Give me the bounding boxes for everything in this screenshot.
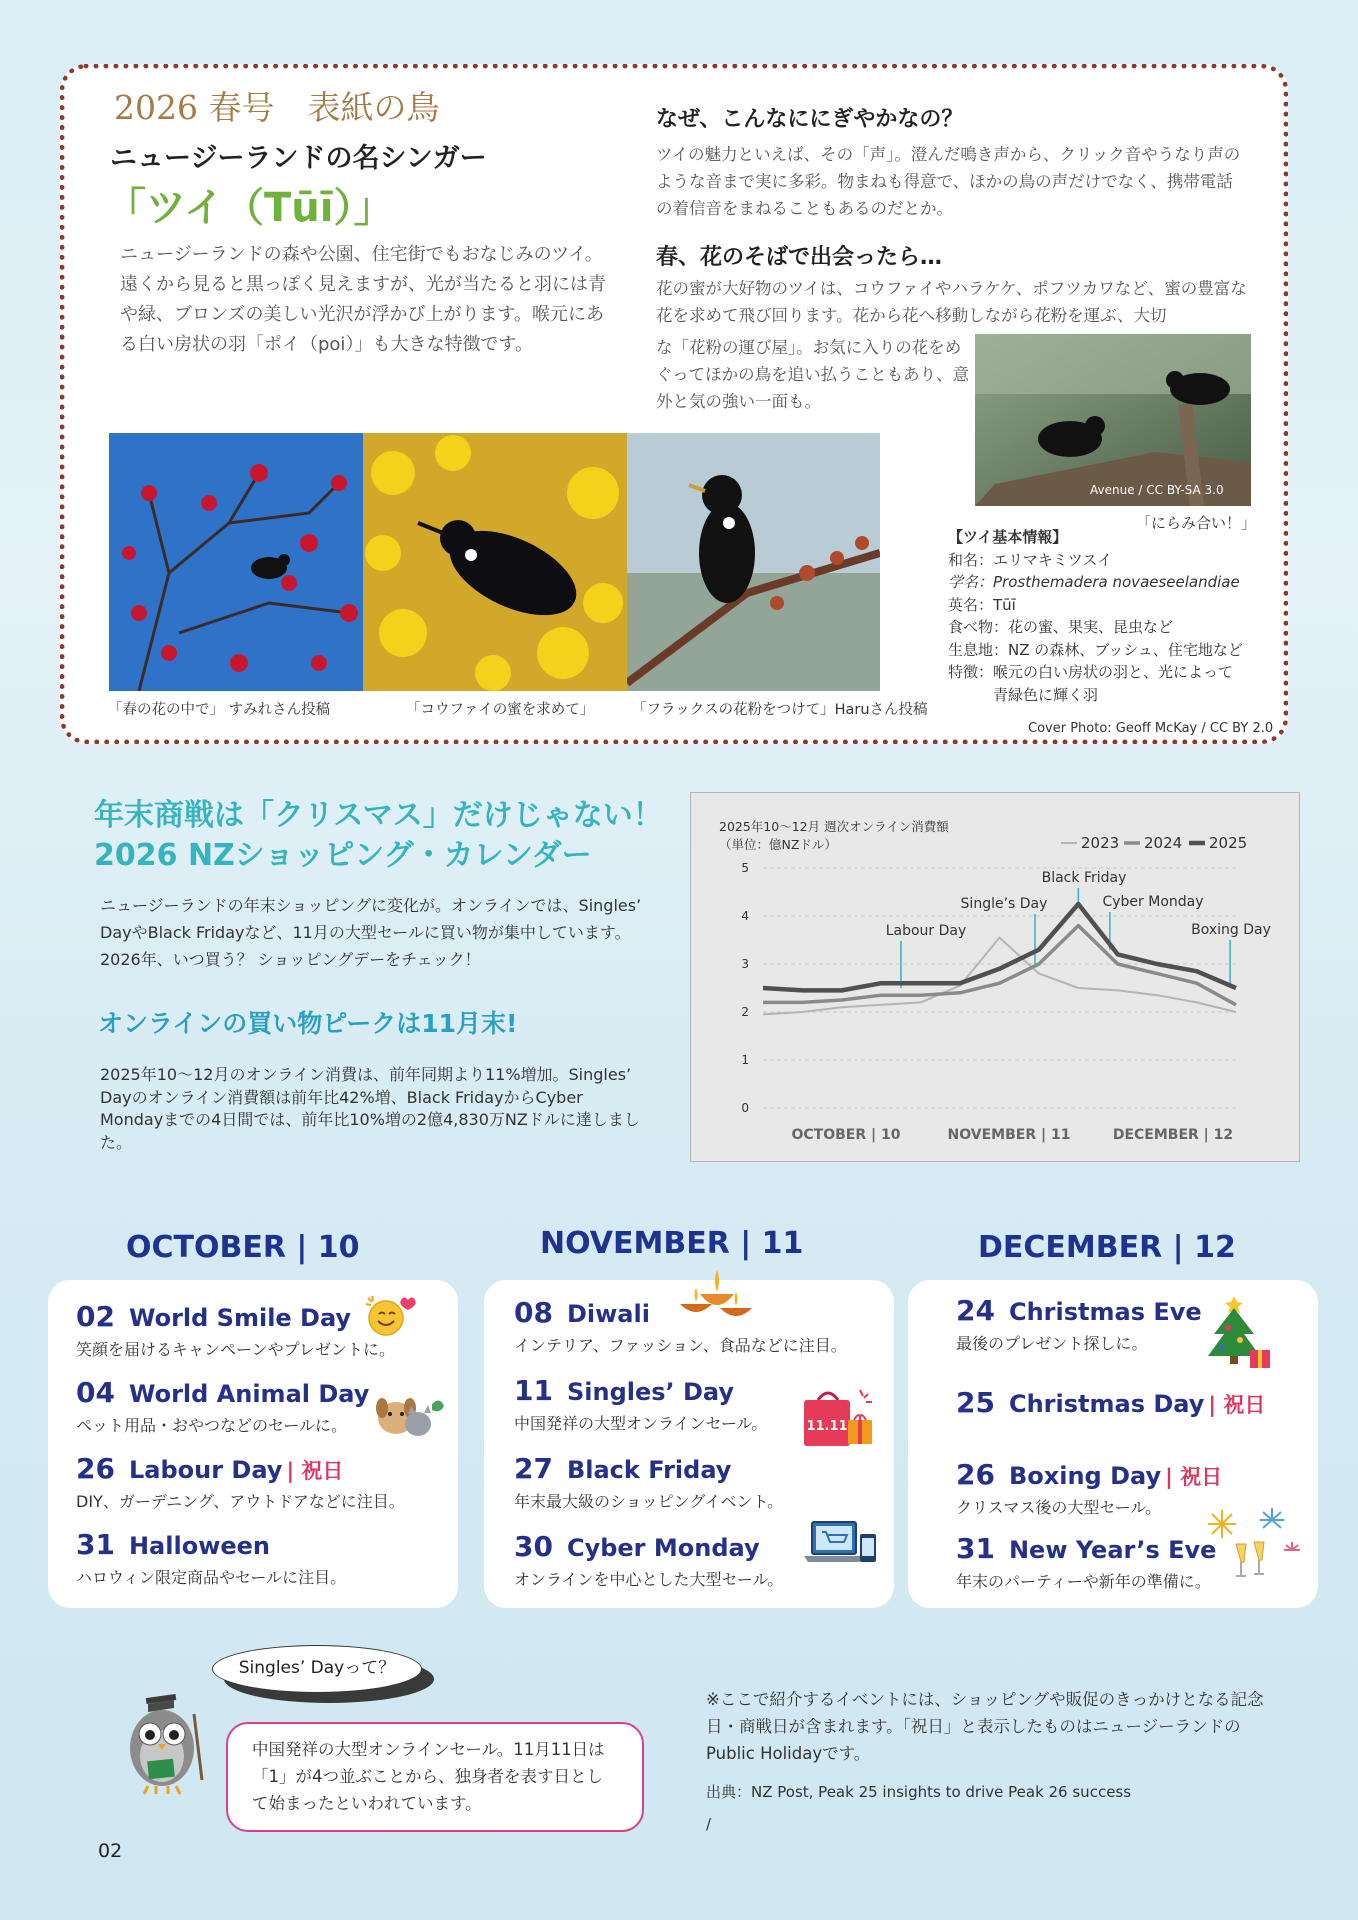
issue-label: 2026 春号 表紙の鳥 bbox=[114, 88, 440, 127]
info-title: 【ツイ基本情報】 bbox=[948, 528, 1068, 546]
event-item bbox=[514, 1374, 767, 1434]
section2-text-a: 花の蜜が大好物のツイは、コウファイやハラケケ、ポフツカワなど、蜜の豊富な花を求めて飛び回ります。花から花へ移動しながら花粉を運ぶ、大切 bbox=[656, 279, 1247, 325]
caption-photo-1: 「春の花の中で」 すみれさん投稿 bbox=[108, 702, 331, 718]
calendar-card-november bbox=[484, 1280, 894, 1608]
info-line: 学名：Prosthemadera novaeseelandiae bbox=[948, 573, 1240, 591]
chart-title: 2025年10〜12月 週次オンライン消費額 bbox=[719, 819, 949, 834]
chart-month-label: NOVEMBER | 11 bbox=[947, 1127, 1071, 1143]
shopping-intro: ニュージーランドの年末ショッピングに変化が。オンラインでは、Singles’ DayやBlack Fridayなど、11月の大型セールに買い物が集中しています。2026年、いつ買う？ ショッピングデーをチェック！ bbox=[100, 896, 642, 969]
speech-bubble-answer: 中国発祥の大型オンラインセール。11月11日は「1」が4つ並ぶことから、独身者を表す日として始まったといわれています。 bbox=[226, 1722, 644, 1832]
shopping-title-line1: 年末商戦は「クリスマス」だけじゃない！ bbox=[94, 798, 663, 833]
chart-ylabel: （単位：億NZドル） bbox=[719, 837, 837, 852]
event-item bbox=[956, 1458, 1222, 1518]
owl-mascot-icon bbox=[122, 1694, 214, 1804]
photo-two-tui bbox=[975, 334, 1251, 506]
chart-series-line-2025 bbox=[763, 904, 1236, 990]
chart-legend-label: 2025 bbox=[1209, 834, 1248, 852]
peak-title: オンラインの買い物ピークは11月末! bbox=[98, 1009, 518, 1038]
event-desc: オンラインを中心とした大型セール。 bbox=[514, 1570, 784, 1589]
chart-legend-label: 2023 bbox=[1081, 834, 1120, 852]
caption-photo-3: 「フラックスの花粉をつけて」Haruさん投稿 bbox=[632, 702, 928, 718]
event-day: 31 bbox=[76, 1528, 115, 1561]
month-title-october: OCTOBER | 10 bbox=[126, 1230, 360, 1265]
event-desc: クリスマス後の大型セール。 bbox=[956, 1498, 1162, 1517]
chart-ytick-label: 2 bbox=[741, 1005, 749, 1019]
info-line: 生息地：NZ の森林、ブッシュ、住宅地など bbox=[948, 640, 1243, 659]
event-name: World Animal Day bbox=[128, 1380, 370, 1408]
chart-legend-label: 2024 bbox=[1144, 834, 1183, 852]
event-day: 11 bbox=[514, 1374, 553, 1407]
photo-kowhai-nectar bbox=[363, 433, 627, 691]
event-item bbox=[514, 1452, 783, 1512]
shopping-title-line2: 2026 NZショッピング・カレンダー bbox=[94, 838, 592, 873]
info-line: 青緑色に輝く羽 bbox=[948, 685, 1099, 704]
diya-lamp-icon bbox=[676, 1264, 758, 1326]
event-item bbox=[956, 1532, 1216, 1592]
chart-ytick-label: 1 bbox=[741, 1053, 749, 1067]
event-item bbox=[956, 1294, 1202, 1354]
event-day: 26 bbox=[76, 1452, 115, 1485]
info-line: 食べ物：花の蜜、果実、昆虫など bbox=[948, 618, 1174, 636]
shopping-title bbox=[94, 796, 663, 876]
event-item bbox=[514, 1530, 783, 1590]
event-item bbox=[76, 1528, 346, 1588]
holiday-badge: | 祝日 bbox=[1165, 1465, 1223, 1489]
info-line: 特徴：喉元の白い房状の羽と、光によって bbox=[948, 663, 1234, 681]
page-number: 02 bbox=[98, 1840, 123, 1862]
event-desc: 最後のプレゼント探しに。 bbox=[956, 1334, 1148, 1353]
event-day: 30 bbox=[514, 1530, 553, 1563]
event-day: 25 bbox=[956, 1386, 995, 1419]
event-item bbox=[956, 1386, 1265, 1419]
chart-ytick-label: 0 bbox=[741, 1101, 749, 1115]
source-slash: / bbox=[706, 1815, 712, 1833]
event-day: 24 bbox=[956, 1294, 995, 1327]
cover-bird-name: 「ツイ（Tūī）」 bbox=[106, 185, 394, 231]
event-name: Diwali bbox=[566, 1300, 650, 1328]
chart-month-label: DECEMBER | 12 bbox=[1112, 1127, 1234, 1143]
event-desc: 中国発祥の大型オンラインセール。 bbox=[514, 1414, 768, 1433]
calendar-card-december bbox=[908, 1280, 1318, 1608]
event-desc: インテリア、ファッション、食品などに注目。 bbox=[514, 1336, 847, 1355]
photo-spring-flowers bbox=[109, 433, 363, 691]
event-day: 26 bbox=[956, 1458, 995, 1491]
event-name: Christmas Eve bbox=[1008, 1298, 1202, 1326]
info-line: 英名：Tūī bbox=[948, 595, 1016, 614]
event-day: 08 bbox=[514, 1296, 553, 1329]
section2-title: 春、花のそばで出会ったら… bbox=[656, 245, 943, 270]
event-desc: 年末最大級のショッピングイベント。 bbox=[514, 1492, 784, 1511]
month-title-november: NOVEMBER | 11 bbox=[540, 1226, 804, 1261]
event-item bbox=[76, 1300, 395, 1360]
chart-ytick-label: 5 bbox=[741, 861, 749, 875]
chart-annotation-label: Cyber Monday bbox=[1102, 894, 1204, 910]
chart-ytick-label: 4 bbox=[741, 909, 749, 923]
footnote: ※ここで紹介するイベントには、ショッピングや販促のきっかけとなる記念日・商戦日が含まれます。「祝日」と表示したものはニュージーランドのPublic Holidayです。 bbox=[706, 1690, 1264, 1763]
event-name: Cyber Monday bbox=[566, 1534, 760, 1562]
photo-caption-stare: 「にらみ合い！」 bbox=[1136, 514, 1257, 532]
photo-credit: Avenue / CC BY-SA 3.0 bbox=[1090, 483, 1224, 497]
event-name: World Smile Day bbox=[128, 1304, 352, 1332]
event-desc: ペット用品・おやつなどのセールに。 bbox=[76, 1416, 348, 1435]
event-item bbox=[76, 1452, 405, 1512]
chart-annotation-label: Labour Day bbox=[885, 923, 967, 939]
event-day: 31 bbox=[956, 1532, 995, 1565]
sale-badge: 11.11 bbox=[806, 1419, 848, 1434]
month-title-december: DECEMBER | 12 bbox=[978, 1230, 1236, 1265]
chart-month-label: OCTOBER | 10 bbox=[791, 1127, 901, 1143]
event-name: Singles’ Day bbox=[566, 1378, 735, 1406]
cover-intro: ニュージーランドの森や公園、住宅街でもおなじみのツイ。遠くから見ると黒っぽく見えますが、光が当たると羽には青や緑、ブロンズの美しい光沢が浮かび上がります。喉元にある白い房状の羽「ポイ（poi）」も大きな特徴です。 bbox=[120, 244, 606, 355]
chart-annotation-label: Black Friday bbox=[1041, 870, 1127, 886]
shopping-bag-icon bbox=[798, 1386, 878, 1450]
event-item bbox=[76, 1376, 369, 1436]
event-name: Halloween bbox=[128, 1532, 271, 1560]
event-day: 27 bbox=[514, 1452, 553, 1485]
event-name: Labour Day bbox=[128, 1456, 283, 1484]
source-credit bbox=[706, 1776, 1131, 1840]
calendar-card-october bbox=[48, 1280, 458, 1608]
event-name: New Year’s Eve bbox=[1008, 1536, 1217, 1564]
chart-svg bbox=[691, 793, 1298, 1160]
event-desc: ハロウィン限定商品やセールに注目。 bbox=[76, 1568, 347, 1587]
event-desc: DIY、ガーデニング、アウトドアなどに注目。 bbox=[76, 1492, 405, 1511]
caption-photo-2: 「コウファイの蜜を求めて」 bbox=[406, 702, 595, 718]
speech-bubble-question: Singles’ Dayって？ bbox=[212, 1645, 422, 1693]
section2-text-b: な「花粉の運び屋」。お気に入りの花をめぐってほかの鳥を追い払うこともあり、意外と気の強い一面も。 bbox=[656, 338, 970, 411]
christmas-tree-icon bbox=[1204, 1292, 1278, 1372]
event-day: 02 bbox=[76, 1300, 115, 1333]
cover-subtitle: ニュージーランドの名シンガー bbox=[110, 143, 487, 174]
holiday-badge: | 祝日 bbox=[286, 1459, 344, 1483]
chart-annotation-label: Boxing Day bbox=[1191, 922, 1271, 938]
chart-ytick-label: 3 bbox=[741, 957, 749, 971]
event-day: 04 bbox=[76, 1376, 115, 1409]
info-line: 和名：エリマキミツスイ bbox=[948, 550, 1113, 569]
section1-title: なぜ、こんなににぎやかなの？ bbox=[656, 107, 964, 132]
peak-text: 2025年10〜12月のオンライン消費は、前年同期より11%増加。Singles’ Dayのオンライン消費額は前年比42%増、Black FridayからCyber Mondayまでの4日間では、前年比10%増の2億4,830万NZドルに達しました。 bbox=[100, 1065, 640, 1152]
photo-flax-pollen bbox=[627, 433, 880, 691]
laptop-cart-icon bbox=[800, 1516, 880, 1572]
event-name: Boxing Day bbox=[1008, 1462, 1162, 1490]
event-name: Black Friday bbox=[566, 1456, 732, 1484]
event-desc: 年末のパーティーや新年の準備に。 bbox=[956, 1572, 1211, 1591]
event-name: Christmas Day bbox=[1008, 1390, 1205, 1418]
fireworks-champagne-icon bbox=[1200, 1504, 1304, 1584]
smile-emoji-icon bbox=[364, 1292, 420, 1338]
pets-icon bbox=[374, 1384, 446, 1438]
source-text: 出典：NZ Post, Peak 25 insights to drive Peak 26 success bbox=[706, 1783, 1132, 1801]
event-desc: 笑顔を届けるキャンペーンやプレゼントに。 bbox=[76, 1340, 396, 1359]
section1-text: ツイの魅力といえば、その「声」。澄んだ鳴き声から、クリック音やうなり声のような音まで実に多彩。物まねも得意で、ほかの鳥の声だけでなく、携帯電話の着信音をまねることもあるのだとか。 bbox=[656, 145, 1241, 218]
chart-annotation-label: Single’s Day bbox=[960, 896, 1048, 912]
cover-photo-credit: Cover Photo: Geoff McKay / CC BY 2.0 bbox=[1028, 721, 1274, 736]
tui-info bbox=[948, 526, 1243, 706]
holiday-badge: | 祝日 bbox=[1208, 1393, 1266, 1417]
spending-chart bbox=[690, 792, 1300, 1162]
